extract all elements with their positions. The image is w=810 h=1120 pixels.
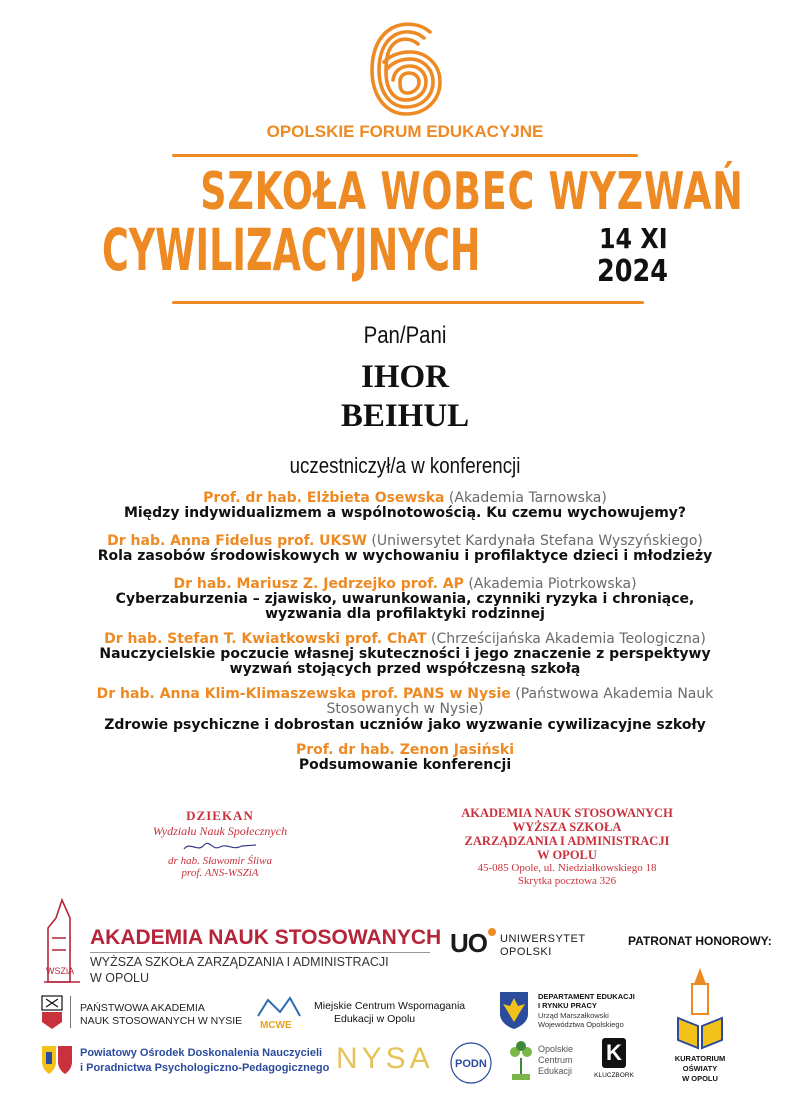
kluczbork-mark: K [602,1038,626,1068]
patronat-label: PATRONAT HONOROWY: [628,934,772,948]
kuratorium-book-tower-icon [674,966,726,1052]
title-bottom-rule [172,301,644,304]
kuratorium-line3: W OPOLU [682,1074,718,1083]
talk-title-line-2: wyzwania dla profilaktyki rodzinnej [265,606,545,622]
pans-divider [70,996,71,1028]
oce-line1: Opolskie [538,1044,574,1054]
oce-tree-icon [506,1040,536,1082]
speaker-institution-cont: Stosowanych w Nysie) [326,701,484,717]
ans-tower-icon [40,898,84,984]
mcwe-line1: Miejskie Centrum Wspomagania [314,1000,466,1012]
department-line1: DEPARTAMENT EDUKACJI [538,992,635,1001]
department-line2: I RYNKU PRACY [538,1001,597,1010]
talk-title-line-1: Nauczycielskie poczucie własnej skuteczności i jego znaczenie z perspektywy [99,646,711,662]
forum-label: OPOLSKIE FORUM EDUKACYJNE [266,122,544,141]
mcwe-book-icon [254,994,304,1030]
ans-logo-line1: AKADEMIA NAUK STOSOWANYCH [90,926,442,949]
pans-line1: PAŃSTWOWA AKADEMIA [80,1002,205,1014]
speaker-name: Dr hab. Stefan T. Kwiatkowski prof. ChAT [104,631,427,647]
ans-logo [40,898,450,988]
mcwe-logo [254,994,504,1034]
academy-stamp-line2: WYŻSZA SZKOŁA [512,820,622,834]
talk-title: Podsumowanie konferencji [298,757,512,773]
dean-stamp [130,808,310,879]
podn-round-icon [446,1040,496,1086]
oce-logo [506,1040,596,1086]
speaker-block [0,632,810,677]
nysa-logo: NYSA [336,1042,434,1075]
ans-logo-line2: WYŻSZA SZKOŁA ZARZĄDZANIA I ADMINISTRACJI [90,955,389,969]
speaker-institution: (Akademia Tarnowska) [448,490,607,506]
speaker-institution: (Chrześcijańska Akademia Teologiczna) [431,631,706,647]
talk-title: Zdrowie psychiczne i dobrostan uczniów jako wyzwanie cywilizacyjne szkoły [104,717,706,733]
talk-title-line-1: Cyberzaburzenia – zjawisko, uwarunkowania, czynniki ryzyka i chroniące, [115,591,695,607]
mcwe-line2: Edukacji w Opolu [334,1013,416,1025]
speaker-block [0,743,810,773]
academy-stamp-address: 45-085 Opole, ul. Niedziałkowskiego 18 [477,862,657,874]
salutation: Pan/Pani [363,322,447,349]
speaker-institution: (Państwowa Akademia Nauk [515,686,714,702]
uo-mark: UO [450,928,487,958]
recipient-last-name: BEIHUL [340,398,470,434]
oce-line3: Edukacji [538,1066,573,1076]
academy-stamp-pobox: Skrytka pocztowa 326 [517,875,617,887]
kuratorium-line2: OŚWIATY [682,1064,718,1073]
edition-six-logo [368,20,444,118]
title-top-rule [172,154,638,157]
academy-stamp-line4: W OPOLU [537,848,597,862]
dean-stamp-name: dr hab. Sławomir Śliwa [168,855,272,867]
speaker-name: Dr hab. Anna Klim-Klimaszewska prof. PANS w Nysie [96,686,511,702]
podn-logo [40,1044,340,1084]
uo-line2: OPOLSKI [500,946,552,958]
speaker-name: Prof. dr hab. Zenon Jasiński [296,742,514,758]
oce-line2: Centrum [538,1055,573,1065]
academy-stamp-line3: ZARZĄDZANIA I ADMINISTRACJI [464,834,670,848]
department-line4: Województwa Opolskiego [538,1020,624,1029]
dean-stamp-faculty: Wydziału Nauk Społecznych [152,824,288,838]
speaker-name: Dr hab. Anna Fidelus prof. UKSW [107,533,367,549]
dean-stamp-title: DZIEKAN [186,808,254,823]
recipient-first-name: IHOR [360,359,449,395]
ans-short-mark: WSZiA [46,966,74,976]
speaker-name: Prof. dr hab. Elżbieta Osewska [203,490,445,506]
mcwe-mark: MCWE [260,1020,292,1030]
talk-title: Rola zasobów środowiskowych w wychowaniu i profilaktyce dzieci i młodzieży [97,548,713,564]
opole-eagle-crest-icon [498,990,530,1030]
podn-round-mark: PODN [455,1058,487,1070]
event-date-day: 14 XI [599,222,668,255]
pans-logo [40,994,250,1034]
talk-title: Między indywidualizmem a wspólnotowością. Ku czemu wychowujemy? [123,505,687,521]
academy-stamp [432,806,702,888]
department-logo [498,990,648,1034]
kluczbork-label: KLUCZBORK [594,1072,634,1079]
uo-logo [450,928,600,962]
ans-logo-divider [90,952,430,953]
dean-stamp-role: prof. ANS-WSZiA [181,867,259,879]
podn-line2: i Poradnictwa Psychologiczno-Pedagogicznego [80,1062,330,1074]
speaker-block [0,687,810,733]
podn-round-logo [446,1040,496,1086]
title-line-2: CYWILIZACYJNYCH [102,216,481,284]
speaker-block [0,577,810,622]
speaker-name: Dr hab. Mariusz Z. Jedrzejko prof. AP [173,576,464,592]
dean-signature [180,839,260,855]
speaker-institution: (Akademia Piotrkowska) [468,576,637,592]
department-line3: Urząd Marszałkowski [538,1011,609,1020]
ans-logo-line3: W OPOLU [90,971,150,985]
participation-statement: uczestniczył/a w konferencji [289,453,521,478]
talk-title-line-2: wyzwań stojących przed współczesną szkołą [229,661,581,677]
speaker-block [0,491,810,521]
kuratorium-logo [668,966,732,1092]
speaker-institution: (Uniwersytet Kardynała Stefana Wyszyńskiego) [371,533,703,549]
kluczbork-logo [592,1038,636,1088]
kuratorium-line1: KURATORIUM [674,1054,726,1063]
speaker-block [0,534,810,564]
pans-line2: NAUK STOSOWANYCH W NYSIE [80,1015,243,1027]
podn-line1: Powiatowy Ośrodek Doskonalenia Nauczycieli [80,1047,323,1059]
academy-stamp-line1: AKADEMIA NAUK STOSOWANYCH [461,806,673,820]
event-date-year: 2024 [597,254,668,289]
powiat-crest-icon [40,1044,74,1078]
pans-crest-icon [40,994,64,1030]
uo-line1: UNIWERSYTET [500,933,586,945]
uo-dot [488,928,496,936]
title-line-1: SZKOŁA WOBEC WYZWAŃ [200,162,744,222]
